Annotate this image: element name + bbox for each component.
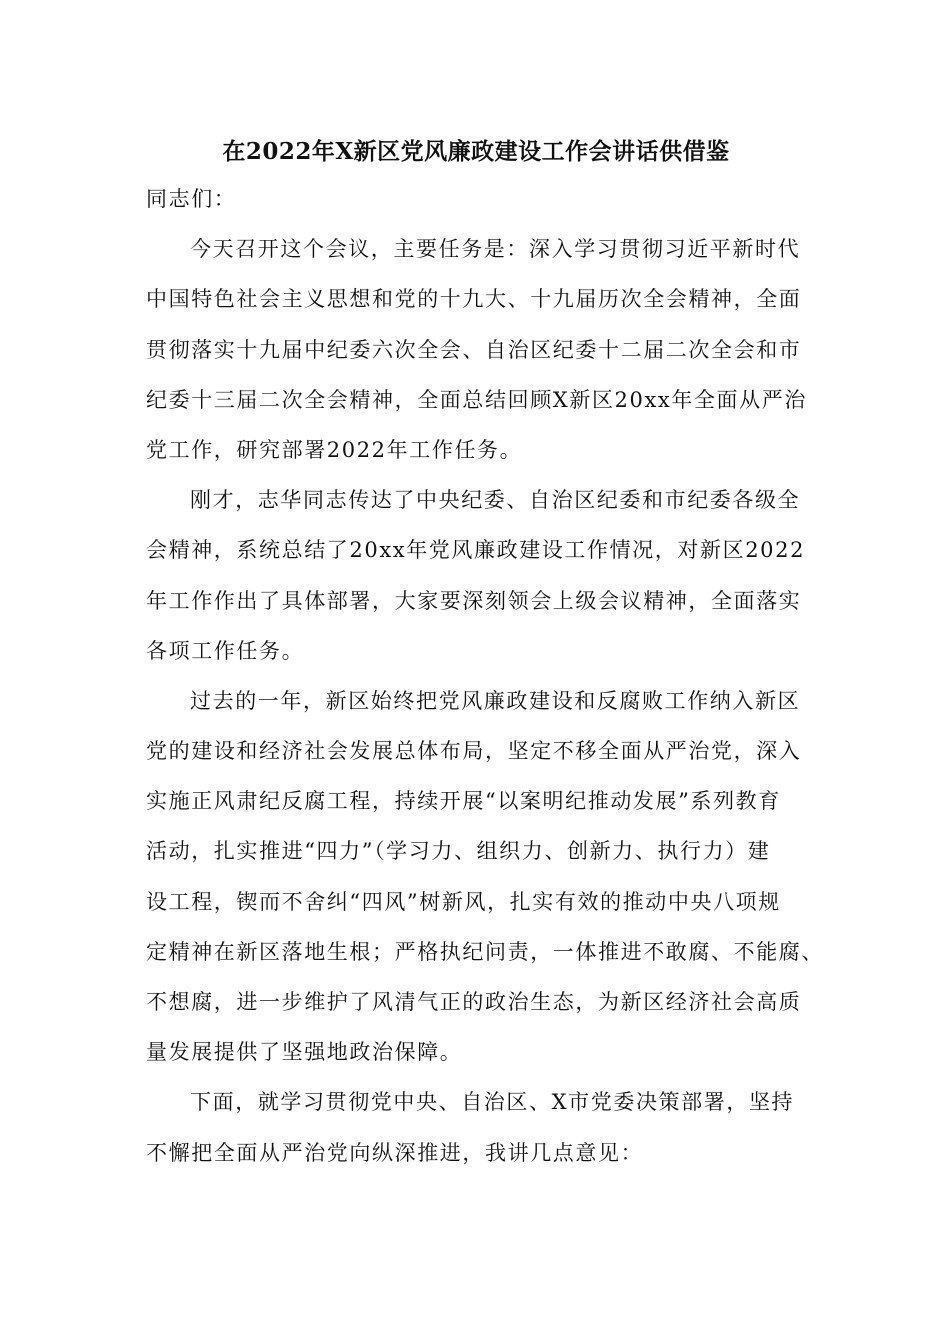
text-line: 刚才，志华同志传达了中央纪委、自治区纪委和市纪委各级全 <box>190 488 801 513</box>
text-line: 设工程，锲而不舍纠“四风”树新风，扎实有效的推动中央八项规 <box>146 889 781 914</box>
text-line: 各项工作任务。 <box>146 638 305 663</box>
text-line: 中国特色社会主义思想和党的十九大、十九届历次全会精神，全面 <box>146 287 802 312</box>
text-line: 不懈把全面从严治党向纵深推进，我讲几点意见： <box>146 1140 644 1165</box>
text-line: 贯彻落实十九届中纪委六次全会、自治区纪委十二届二次全会和市 <box>146 337 802 362</box>
salutation: 同志们： <box>146 187 237 211</box>
paragraph-3 <box>146 676 826 1078</box>
paragraph-2 <box>146 475 826 676</box>
text-line: 不想腐，进一步维护了风清气正的政治生态，为新区经济社会高质 <box>146 990 802 1014</box>
text-line: 活动，扎实推进“四力”（学习力、组织力、创新力、执行力）建 <box>146 839 771 864</box>
text-line: 过去的一年，新区始终把党风廉政建设和反腐败工作纳入新区 <box>190 688 801 713</box>
text-line: 党工作，研究部署2022年工作任务。 <box>146 437 523 462</box>
document-title: 在2022年X新区党风廉政建设工作会讲话供借鉴 <box>222 138 730 165</box>
paragraph-4 <box>146 1077 826 1177</box>
paragraph-1 <box>146 224 826 475</box>
text-line: 纪委十三届二次全会精神，全面总结回顾X新区20xx年全面从严治 <box>146 387 807 412</box>
text-line: 今天召开这个会议，主要任务是：深入学习贯彻习近平新时代 <box>190 237 801 262</box>
text-line: 下面，就学习贯彻党中央、自治区、X市党委决策部署，坚持 <box>190 1090 795 1115</box>
text-line: 年工作作出了具体部署，大家要深刻领会上级会议精神，全面落实 <box>146 588 802 613</box>
text-line: 定精神在新区落地生根；严格执纪问责，一体推进不敢腐、不能腐、 <box>146 939 824 964</box>
document-body <box>146 174 826 1178</box>
text-line: 党的建设和经济社会发展总体布局，坚定不移全面从严治党，深入 <box>146 739 802 764</box>
text-line: 实施正风肃纪反腐工程，持续开展“以案明纪推动发展”系列教育 <box>146 789 781 814</box>
text-line: 量发展提供了坚强地政治保障。 <box>146 1040 463 1065</box>
text-line: 会精神，系统总结了20xx年党风廉政建设工作情况，对新区2022 <box>146 538 806 563</box>
